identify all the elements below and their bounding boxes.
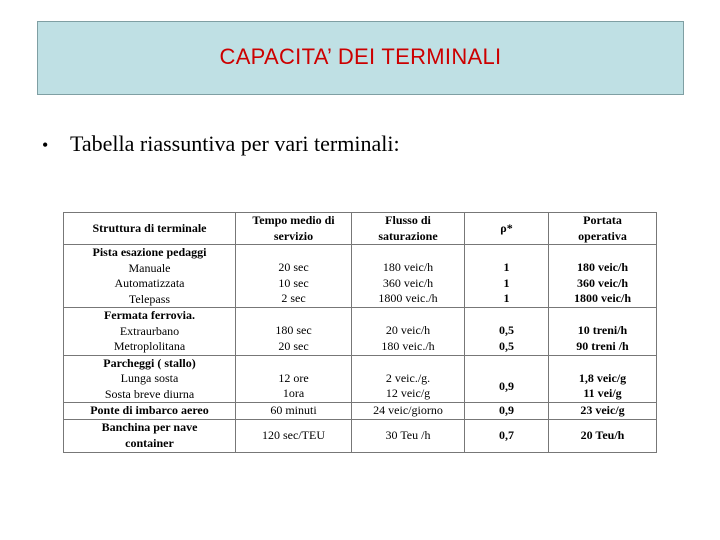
header-rho: ρ* [465,213,549,245]
cell-pier-flow: 24 veic/giorno [352,403,465,420]
cell-dock-flow: 30 Teu /h [352,419,465,452]
cell-rail-flow: 20 veic/h 180 veic./h [352,308,465,356]
terminal-capacity-table [63,212,657,453]
cell-rail-structure: Fermata ferrovia. Extraurbano Metroplolitana [64,308,236,356]
cell-rail-rho: 0,5 0,5 [465,308,549,356]
cell-toll-rho: 1 1 1 [465,245,549,308]
cell-parking-rho: 0,9 [465,355,549,403]
table-row-parking [64,355,657,403]
bullet-line [42,131,400,157]
cell-toll-flow: 180 veic/h 360 veic/h 1800 veic./h [352,245,465,308]
table-row-dock [64,419,657,452]
cell-pier-capacity: 23 veic/g [549,403,657,420]
cell-parking-capacity: 1,8 veic/g 11 vei/g [549,355,657,403]
cell-dock-structure: Banchina per nave container [64,419,236,452]
header-structure: Struttura di terminale [64,213,236,245]
slide-title: CAPACITA’ DEI TERMINALI [219,44,502,69]
bullet-text: Tabella riassuntiva per vari terminali: [70,131,400,156]
cell-pier-rho: 0,9 [465,403,549,420]
cell-rail-capacity: 10 treni/h 90 treni /h [549,308,657,356]
cell-parking-service: 12 ore 1ora [236,355,352,403]
cell-pier-structure: Ponte di imbarco aereo [64,403,236,420]
cell-pier-service: 60 minuti [236,403,352,420]
table-row-pier [64,403,657,420]
table-row-rail [64,308,657,356]
header-service-time: Tempo medio di servizio [236,213,352,245]
cell-dock-capacity: 20 Teu/h [549,419,657,452]
header-capacity: Portata operativa [549,213,657,245]
header-row [64,213,657,245]
bullet-icon: • [42,135,49,155]
cell-toll-structure: Pista esazione pedaggi Manuale Automatizzata Telepass [64,245,236,308]
cell-toll-capacity: 180 veic/h 360 veic/h 1800 veic/h [549,245,657,308]
title-banner [37,21,684,95]
header-saturation-flow: Flusso di saturazione [352,213,465,245]
cell-parking-structure: Parcheggi ( stallo) Lunga sosta Sosta breve diurna [64,355,236,403]
cell-rail-service: 180 sec 20 sec [236,308,352,356]
table-row-toll [64,245,657,308]
cell-dock-service: 120 sec/TEU [236,419,352,452]
cell-dock-rho: 0,7 [465,419,549,452]
cell-toll-service: 20 sec 10 sec 2 sec [236,245,352,308]
cell-parking-flow: 2 veic./g. 12 veic/g [352,355,465,403]
